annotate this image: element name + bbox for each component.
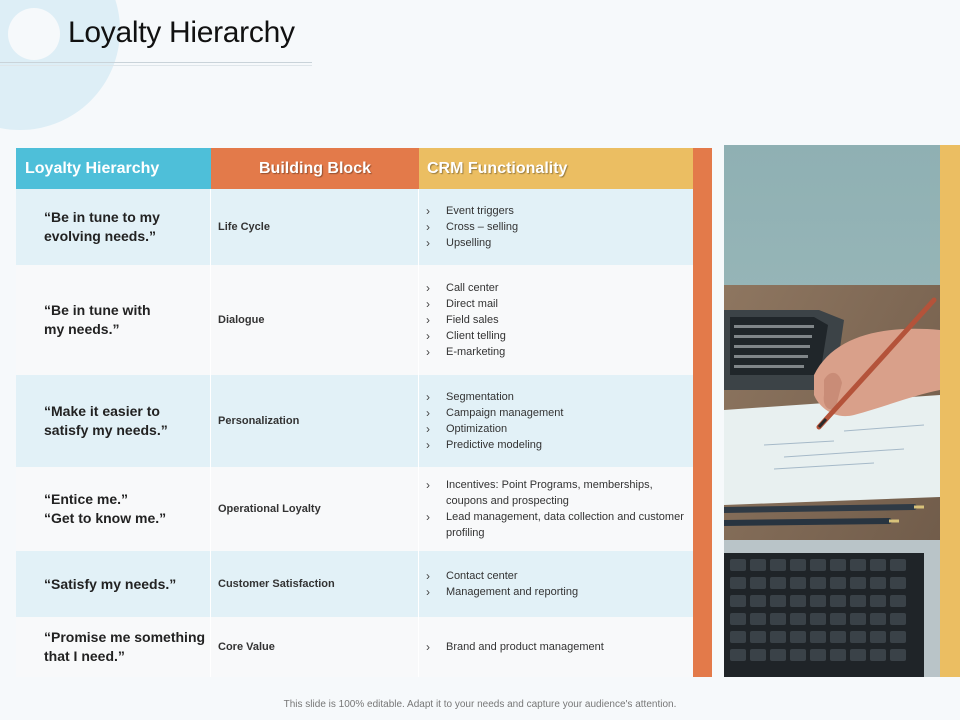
list-item: › Event triggers: [426, 203, 518, 219]
quote-cell: [16, 189, 211, 265]
title-divider: [0, 62, 312, 63]
list-item: › E-marketing: [426, 344, 506, 360]
table-row: [16, 467, 693, 551]
building-block-cell: Personalization: [211, 375, 419, 467]
crm-cell: [419, 617, 693, 677]
crm-cell: [419, 375, 693, 467]
footer-note: This slide is 100% editable. Adapt it to your needs and capture your audience's attention.: [283, 699, 677, 710]
table-row: [16, 189, 693, 265]
building-block-cell: Core Value: [211, 617, 419, 677]
list-item: › Campaign management: [426, 405, 563, 421]
list-item: › Cross – selling: [426, 219, 518, 235]
title-divider-secondary: [0, 65, 312, 66]
building-block-cell: Customer Satisfaction: [211, 551, 419, 617]
crm-cell: [419, 265, 693, 375]
crm-list: [426, 389, 563, 453]
list-item: › Direct mail: [426, 296, 506, 312]
list-item: › Management and reporting: [426, 584, 578, 600]
table-header: [16, 148, 693, 189]
crm-cell: [419, 467, 693, 551]
list-item: › Optimization: [426, 421, 563, 437]
loyalty-table: [16, 148, 693, 677]
quote-cell: [16, 467, 211, 551]
decorative-yellow-bar: [940, 145, 960, 677]
header-building-block: Building Block: [211, 148, 419, 189]
quote-text: “Be in tune with my needs.”: [44, 302, 151, 337]
quote-cell: [16, 375, 211, 467]
quote-text: “Promise me something that I need.”: [44, 629, 206, 664]
list-item: › Contact center: [426, 568, 578, 584]
quote-text: “Satisfy my needs.”: [44, 575, 177, 592]
header-crm-functionality: CRM Functionality: [419, 148, 693, 189]
building-block-cell: Operational Loyalty: [211, 467, 419, 551]
list-item: › Lead management, data collection and customer profiling: [426, 509, 693, 541]
crm-list: [426, 477, 693, 541]
table-row: [16, 551, 693, 617]
building-block-cell: Dialogue: [211, 265, 419, 375]
desk-photo-illustration: [724, 145, 940, 677]
list-item: › Upselling: [426, 235, 518, 251]
crm-cell: [419, 551, 693, 617]
table-row: [16, 617, 693, 677]
crm-list: [426, 639, 604, 655]
quote-cell: [16, 617, 211, 677]
quote-cell: [16, 265, 211, 375]
building-block-cell: Life Cycle: [211, 189, 419, 265]
crm-cell: [419, 189, 693, 265]
page-title: Loyalty Hierarchy: [68, 16, 295, 49]
decorative-orange-bar: [693, 148, 712, 677]
header-loyalty-hierarchy: Loyalty Hierarchy: [16, 148, 211, 189]
list-item: › Segmentation: [426, 389, 563, 405]
desk-photo: [724, 145, 940, 677]
quote-text: “Be in tune to my evolving needs.”: [44, 209, 160, 244]
crm-list: [426, 280, 506, 360]
quote-text: “Make it easier to satisfy my needs.”: [44, 403, 168, 438]
list-item: › Brand and product management: [426, 639, 604, 655]
quote-cell: [16, 551, 211, 617]
list-item: › Field sales: [426, 312, 506, 328]
list-item: › Client telling: [426, 328, 506, 344]
quote-text: “Entice me.” “Get to know me.”: [44, 491, 167, 526]
table-row: [16, 265, 693, 375]
list-item: › Incentives: Point Programs, memberships, coupons and prospecting: [426, 477, 693, 509]
crm-list: [426, 203, 518, 251]
crm-list: [426, 568, 578, 600]
list-item: › Predictive modeling: [426, 437, 563, 453]
list-item: › Call center: [426, 280, 506, 296]
table-row: [16, 375, 693, 467]
